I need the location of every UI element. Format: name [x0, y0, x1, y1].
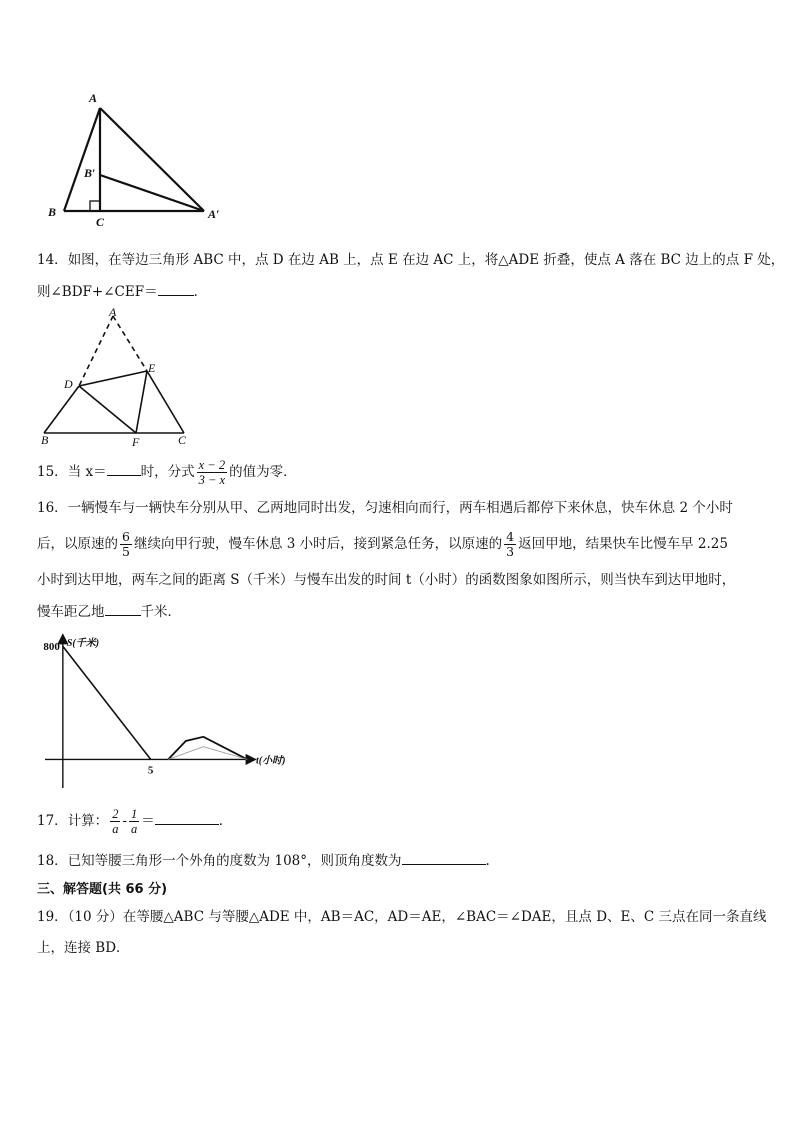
question-text: 小时到达甲地，两车之间的距离 S（千米）与慢车出发的时间 t（小时）的函数图象如图所示，则当快车到达甲地时， — [37, 572, 736, 588]
segment-db — [44, 386, 79, 433]
question-number: 16． — [37, 500, 68, 516]
question-16-line1 — [37, 498, 733, 518]
fraction-one-over-a — [129, 807, 139, 836]
fraction-x-minus-2-over-3-minus-x — [197, 458, 227, 487]
question-text: 已知等腰三角形一个外角的度数为 108°，则顶角度数为 — [67, 853, 402, 869]
question-14-line2 — [37, 281, 207, 302]
fraction-numerator: 4 — [506, 529, 515, 544]
question-text: 返回甲地，结果快车比慢车早 2.25 — [518, 536, 728, 552]
fraction-denominator: 3 − x — [198, 473, 226, 487]
fraction-denominator: 5 — [122, 544, 130, 559]
label-c: C — [96, 215, 105, 228]
x-tick-label: 5 — [147, 764, 154, 777]
segment-ef — [136, 371, 147, 433]
label-e: E — [148, 361, 156, 375]
question-text: 时，分式 — [140, 464, 195, 480]
label-f: F — [132, 435, 140, 449]
question-14-line1 — [37, 250, 784, 270]
fraction-four-thirds — [504, 530, 516, 559]
minus-sign: - — [122, 813, 127, 829]
fraction-two-over-a — [110, 807, 120, 836]
segment-b-prime-a-prime — [100, 175, 204, 211]
question-text: 计算： — [67, 813, 109, 829]
question-number: 17． — [37, 813, 68, 829]
fraction-numerator: 6 — [122, 529, 130, 544]
question-16-line3 — [37, 570, 735, 590]
right-angle-mark — [90, 201, 100, 211]
question-16-line2 — [37, 525, 728, 563]
question-15 — [37, 453, 297, 491]
question-19-line2 — [37, 938, 130, 958]
fraction-denominator: a — [131, 822, 138, 836]
fraction-numerator: 1 — [131, 807, 138, 821]
answer-blank[interactable] — [158, 281, 194, 296]
y-axis-label: S(千米) — [66, 638, 100, 649]
question-number: 19． — [37, 909, 68, 925]
question-text: 如图，在等边三角形 ABC 中，点 D 在边 AB 上，点 E 在边 AC 上，将△ADE 折叠，使点 A 落在 BC 边上的点 F 处， — [67, 252, 785, 268]
question-number: 18． — [37, 853, 68, 869]
fraction-denominator: 3 — [506, 544, 515, 559]
question-text: 一辆慢车与一辆快车分别从甲、乙两地同时出发，匀速相向而行，两车相遇后都停下来休息，快车休息 2 个小时 — [67, 500, 733, 516]
question-16-line4 — [37, 601, 181, 622]
punctuation: ． — [193, 284, 208, 300]
label-b: B — [48, 205, 57, 219]
segment-aa-prime — [100, 108, 204, 211]
distance-time-chart — [40, 632, 300, 792]
segment-ae-dashed — [113, 316, 147, 371]
fraction-six-fifths — [120, 530, 132, 559]
label-b: B — [41, 433, 49, 447]
equals-sign: ＝ — [141, 813, 155, 829]
section-heading — [37, 880, 167, 900]
question-number: 15． — [37, 464, 68, 480]
fraction-denominator: a — [112, 822, 119, 836]
section-title: 三、解答题(共 66 分) — [37, 882, 168, 897]
question-text: 后，以原速的 — [37, 536, 118, 552]
question-text: 上，连接 BD． — [37, 940, 130, 956]
question-text: 则∠BDF+∠CEF＝ — [37, 284, 158, 300]
answer-blank[interactable] — [105, 601, 141, 616]
segment-df — [79, 386, 136, 433]
label-b-prime: B′ — [84, 166, 96, 180]
segment-de — [79, 371, 147, 386]
question-text: 慢车距乙地 — [37, 604, 105, 620]
punctuation: ． — [218, 813, 233, 829]
question-text: 的值为零． — [229, 464, 297, 480]
question-text: 千米． — [140, 604, 181, 620]
question-number: 14． — [37, 252, 68, 268]
segment-ab — [64, 108, 100, 211]
question-19-line1 — [37, 907, 767, 927]
label-a: A — [109, 305, 117, 319]
fraction-numerator: 2 — [112, 807, 119, 821]
series-line-S — [63, 646, 151, 759]
question-17 — [37, 802, 232, 840]
label-c: C — [178, 433, 187, 447]
x-axis-label: t(小时) — [256, 755, 286, 767]
question-text: （10 分）在等腰△ABC 与等腰△ADE 中，AB＝AC，AD＝AE，∠BAC＝∠DAE，且点 D、E、C 三点在同一条直线 — [67, 909, 767, 925]
answer-blank[interactable] — [155, 810, 219, 825]
answer-blank[interactable] — [107, 461, 141, 476]
segment-ec — [147, 371, 184, 433]
question-text: 继续向甲行驶，慢车休息 3 小时后，接到紧急任务，以原速的 — [133, 536, 503, 552]
answer-blank[interactable] — [402, 850, 486, 865]
label-d: D — [64, 377, 73, 391]
question-text: 当 x＝ — [67, 464, 107, 480]
question-18 — [37, 850, 490, 871]
figure-q13-triangle — [40, 88, 240, 228]
label-a-prime: A′ — [208, 207, 220, 221]
label-a: A — [89, 91, 98, 105]
figure-q14-triangle — [36, 304, 206, 450]
fraction-numerator: x − 2 — [198, 458, 226, 472]
punctuation: . — [485, 853, 490, 869]
y-tick-label: 800 — [43, 641, 60, 654]
segment-ad-dashed — [79, 316, 113, 386]
